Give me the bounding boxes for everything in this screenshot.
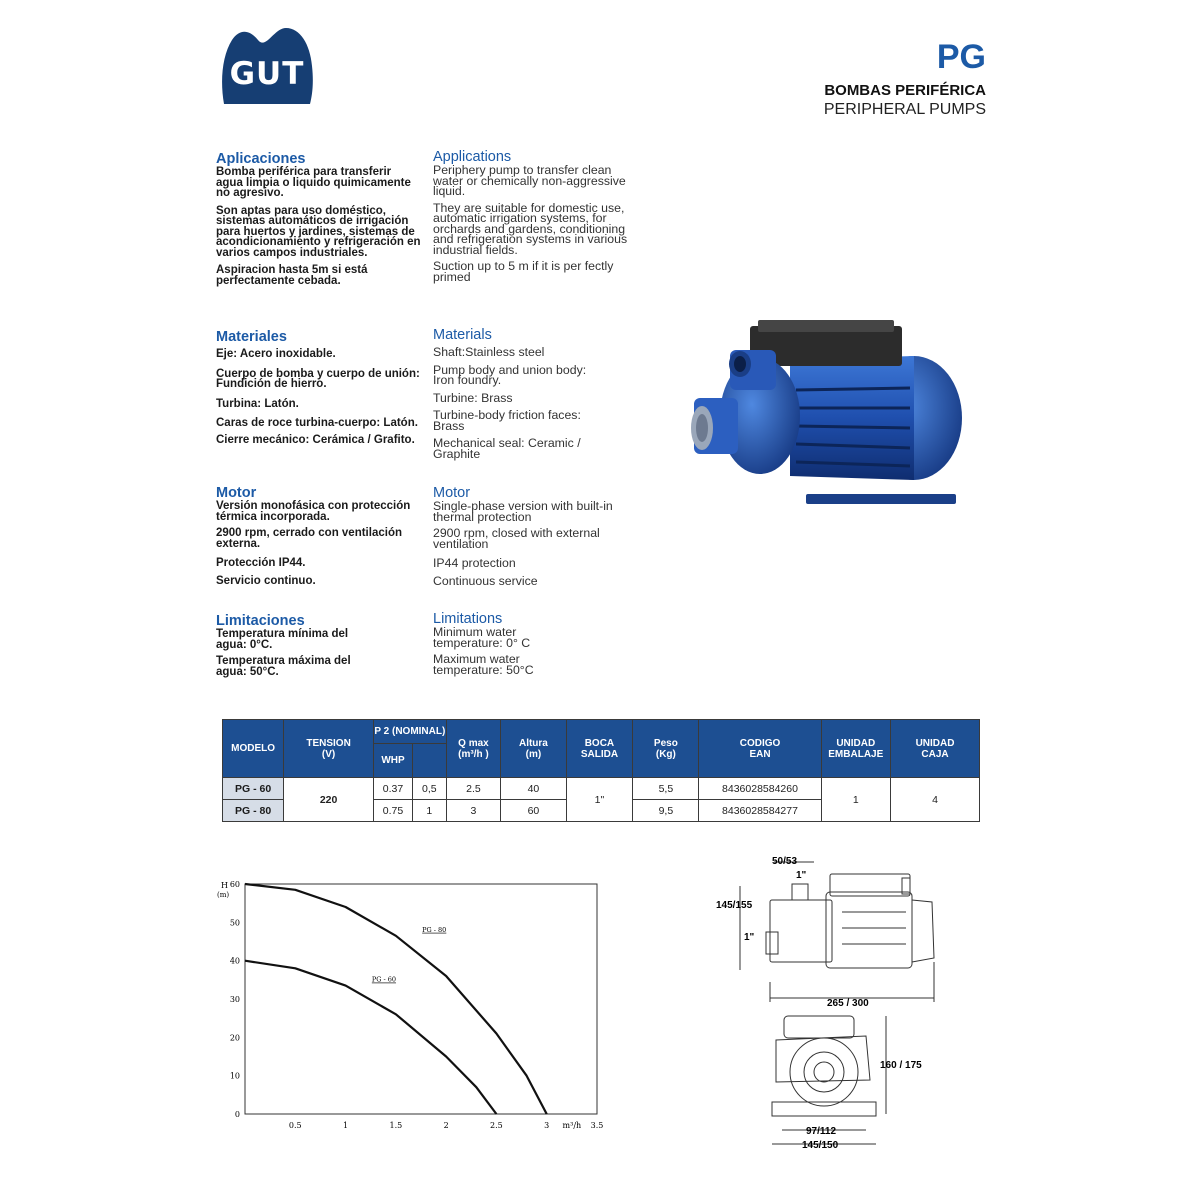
x-tick-label: 0.5 bbox=[288, 1121, 302, 1130]
paragraph: Pump body and union body: Iron foundry. bbox=[433, 362, 587, 387]
col-altura: Altura (m) bbox=[501, 720, 566, 778]
section-title: Materiales bbox=[216, 329, 287, 345]
dim-length: 265 / 300 bbox=[827, 998, 869, 1009]
cell-caja: 4 bbox=[891, 778, 980, 822]
dim-h2: 160 / 175 bbox=[880, 1060, 922, 1071]
paragraph: Aspiracion hasta 5m si está perfectamente cebada. bbox=[216, 264, 368, 287]
x-tick-label: 1.5 bbox=[389, 1121, 403, 1130]
paragraph: Temperatura mínima del agua: 0°C. bbox=[216, 628, 349, 651]
motor-en bbox=[433, 486, 638, 586]
aplicaciones-es bbox=[216, 152, 421, 286]
table-row bbox=[223, 778, 980, 800]
col-caja: UNIDAD CAJA bbox=[891, 720, 980, 778]
paragraph: Minimum water temperature: 0° C bbox=[433, 625, 531, 650]
section-title: Applications bbox=[433, 149, 512, 165]
plot-frame bbox=[245, 884, 597, 1114]
materials-en bbox=[433, 328, 603, 459]
title-es: BOMBAS PERIFÉRICA bbox=[824, 82, 986, 99]
paragraph: Mechanical seal: Ceramic / Graphite bbox=[433, 436, 581, 461]
paragraph: They are suitable for domestic use, automatic irrigation systems, for orchards and gardens, conditioning and refrigeration systems in various industrial fields. bbox=[433, 200, 628, 257]
cell-boca: 1" bbox=[566, 778, 633, 822]
cell-ean: 8436028584277 bbox=[699, 800, 821, 822]
x-tick-label: 2 bbox=[443, 1121, 449, 1130]
title-en: PERIPHERAL PUMPS bbox=[823, 101, 986, 118]
x-tick-label: 1 bbox=[343, 1121, 349, 1130]
cell-qmax: 2.5 bbox=[446, 778, 501, 800]
y-axis-unit: (m) bbox=[217, 891, 230, 899]
paragraph: Protección IP44. bbox=[216, 557, 306, 569]
col-kw-blank bbox=[412, 744, 446, 778]
x-axis-label: m³/h bbox=[562, 1121, 582, 1130]
series-line bbox=[245, 961, 496, 1114]
section-title: Motor bbox=[216, 485, 257, 501]
paragraph: Periphery pump to transfer clean water or chemically non-aggressive liquid. bbox=[433, 163, 626, 198]
cell-peso: 9,5 bbox=[633, 800, 699, 822]
cell-whp: 0,5 bbox=[412, 778, 446, 800]
paragraph: Caras de roce turbina-cuerpo: Latón. bbox=[216, 417, 418, 429]
paragraph: Maximum water temperature: 50°C bbox=[433, 652, 534, 677]
col-boca: BOCA SALIDA bbox=[566, 720, 633, 778]
paragraph: Temperatura máxima del agua: 50°C. bbox=[216, 655, 351, 678]
limitaciones-es bbox=[216, 614, 356, 677]
y-tick-label: 50 bbox=[229, 918, 240, 928]
cell-kw: 0.37 bbox=[374, 778, 413, 800]
paragraph: Servicio continuo. bbox=[216, 574, 316, 587]
col-peso: Peso (Kg) bbox=[633, 720, 699, 778]
specs-table bbox=[222, 719, 980, 822]
motor-es bbox=[216, 486, 421, 586]
section-title: Aplicaciones bbox=[216, 151, 306, 167]
series-label: PG - 80 bbox=[422, 925, 447, 934]
col-modelo: MODELO bbox=[223, 720, 284, 778]
col-whp: WHP bbox=[374, 744, 413, 778]
y-tick-label: 10 bbox=[229, 1071, 240, 1081]
paragraph: Turbine: Brass bbox=[433, 390, 513, 405]
y-axis-label: H bbox=[221, 881, 228, 890]
dimension-drawing-front bbox=[736, 1010, 936, 1156]
paragraph: Bomba periférica para transferir agua limpia o liquido quimicamente no agresivo. bbox=[216, 166, 411, 199]
y-tick-label: 20 bbox=[229, 1033, 240, 1043]
cell-modelo: PG - 60 bbox=[223, 778, 284, 800]
pump-photo bbox=[678, 298, 970, 508]
cell-whp: 1 bbox=[412, 800, 446, 822]
section-title: Materials bbox=[433, 327, 492, 343]
paragraph: IP44 protection bbox=[433, 556, 516, 570]
limitations-en bbox=[433, 612, 553, 675]
section-title: Limitations bbox=[433, 611, 503, 627]
materiales-es bbox=[216, 330, 421, 445]
dim-height: 145/155 bbox=[716, 900, 753, 911]
brand-logo bbox=[220, 26, 314, 106]
paragraph: Suction up to 5 m if it is per fectly primed bbox=[433, 259, 614, 284]
cell-kw: 0.75 bbox=[374, 800, 413, 822]
dim-side: 1" bbox=[744, 932, 755, 943]
series-line bbox=[245, 884, 547, 1114]
paragraph: 2900 rpm, cerrado con ventilación externa. bbox=[216, 527, 402, 550]
paragraph: Eje: Acero inoxidable. bbox=[216, 348, 336, 360]
logo-text: GUT bbox=[229, 56, 305, 92]
cell-altura: 40 bbox=[501, 778, 566, 800]
cell-embalaje: 1 bbox=[821, 778, 891, 822]
col-p2: P 2 (NOMINAL) bbox=[374, 720, 447, 744]
paragraph: Turbine-body friction faces: Brass bbox=[433, 408, 581, 433]
paragraph: Continuous service bbox=[433, 573, 538, 588]
cell-peso: 5,5 bbox=[633, 778, 699, 800]
cell-tension: 220 bbox=[284, 778, 374, 822]
y-tick-label: 60 bbox=[229, 880, 240, 889]
dim-top: 50/53 bbox=[772, 856, 798, 867]
paragraph: Son aptas para uso doméstico, sistemas automáticos de irrigación para huertos y jardines, sistemas de acondicionamiento y refrigeración en varios campos industriales. bbox=[216, 204, 421, 259]
series-label: PG - 60 bbox=[371, 975, 397, 984]
x-tick-label: 2.5 bbox=[490, 1121, 503, 1130]
y-tick-label: 0 bbox=[234, 1110, 240, 1119]
col-qmax: Q max (m³/h ) bbox=[446, 720, 501, 778]
cell-qmax: 3 bbox=[446, 800, 501, 822]
paragraph: Cierre mecánico: Cerámica / Grafito. bbox=[216, 433, 415, 446]
paragraph: Cuerpo de bomba y cuerpo de unión: Fundición de hierro. bbox=[216, 367, 420, 390]
paragraph: Shaft:Stainless steel bbox=[433, 345, 545, 359]
product-code: PG bbox=[936, 38, 986, 76]
col-ean: CODIGO EAN bbox=[699, 720, 821, 778]
col-embalaje: UNIDAD EMBALAJE bbox=[821, 720, 891, 778]
section-title: Motor bbox=[433, 485, 471, 501]
dim-base2: 145/150 bbox=[802, 1140, 839, 1151]
section-title: Limitaciones bbox=[216, 613, 305, 629]
dimension-drawing-side bbox=[712, 852, 948, 1010]
y-tick-label: 30 bbox=[229, 995, 240, 1004]
cell-altura: 60 bbox=[501, 800, 566, 822]
col-tension: TENSION (V) bbox=[284, 720, 374, 778]
paragraph: 2900 rpm, closed with external ventilation bbox=[433, 526, 600, 551]
y-tick-label: 40 bbox=[229, 956, 240, 966]
paragraph: Turbina: Latón. bbox=[216, 397, 299, 410]
paragraph: Versión monofásica con protección térmica incorporada. bbox=[216, 500, 411, 523]
dim-base1: 97/112 bbox=[806, 1126, 837, 1137]
x-tick-label: 3.5 bbox=[590, 1121, 604, 1130]
paragraph: Single-phase version with built-in thermal protection bbox=[433, 499, 613, 524]
cell-modelo: PG - 80 bbox=[223, 800, 284, 822]
performance-chart bbox=[215, 876, 615, 1136]
dim-inlet: 1" bbox=[796, 870, 807, 881]
cell-ean: 8436028584260 bbox=[699, 778, 821, 800]
x-tick-label: 3 bbox=[544, 1121, 550, 1130]
applications-en bbox=[433, 150, 633, 282]
